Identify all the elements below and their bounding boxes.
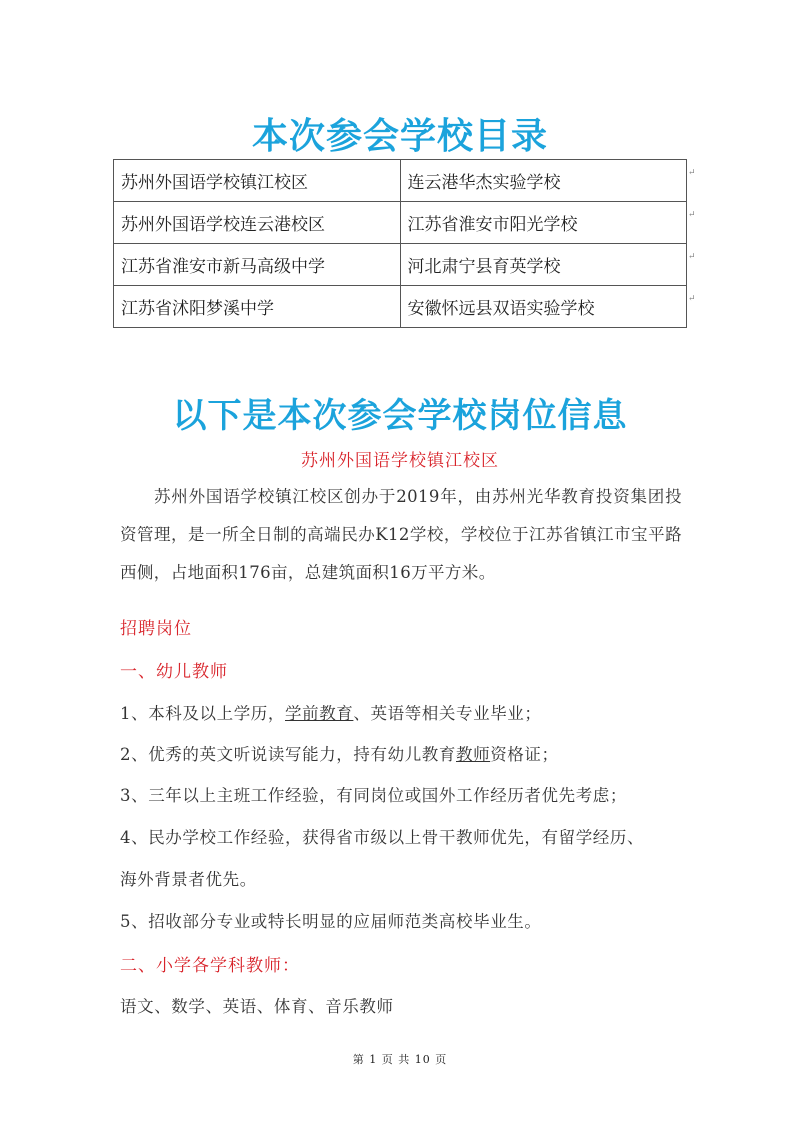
recruit-heading: 招聘岗位 [120,619,192,639]
requirement-item [120,741,559,765]
requirement-item: 4、民办学校工作经验，获得省市级以上骨干教师优先，有留学经历、 [120,828,645,847]
table-row [114,202,687,244]
row-end-mark: ↵ [688,210,696,220]
table-cell: 江苏省淮安市阳光学校 [400,202,687,244]
requirement-item: 3、三年以上主班工作经验，有同岗位或国外工作经历者优先考虑； [120,786,627,805]
underlined-term: 学前教育 [285,704,354,723]
school-name-heading: 苏州外国语学校镇江校区 [301,451,499,471]
requirement-text: 、英语等相关专业毕业； [353,704,542,723]
section-heading: 二、小学各学科教师： [120,956,300,976]
table-cell: 河北肃宁县育英学校 [400,244,687,286]
directory-title: 本次参会学校目录 [251,116,548,157]
page-footer: 第 1 页 共 10 页 [352,1053,448,1066]
school-intro-paragraph: 苏州外国语学校镇江校区创办于2019年，由苏州光华教育投资集团投资管理，是一所全日制的高端民办K12学校，学校位于江苏省镇江市宝平路西侧，占地面积176亩，总建筑面积16万平方米。 [120,487,682,582]
school-directory-table [113,159,687,328]
requirement-text: 2、优秀的英文听说读写能力，持有幼儿教育 [120,745,456,764]
requirement-item [120,700,542,724]
row-end-mark: ↵ [688,252,696,262]
table-cell: 江苏省淮安市新马高级中学 [114,244,401,286]
table-cell: 连云港华杰实验学校 [400,160,687,202]
table-row [114,286,687,328]
table-row [114,160,687,202]
row-end-mark: ↵ [688,294,696,304]
subjects-line: 语文、数学、英语、体育、音乐教师 [120,997,394,1016]
row-end-mark: ↵ [688,168,696,178]
requirement-text: 1、本科及以上学历， [120,704,285,723]
requirement-item: 5、招收部分专业或特长明显的应届师范类高校毕业生。 [120,912,542,931]
table-cell: 安徽怀远县双语实验学校 [400,286,687,328]
requirement-text: 资格证； [490,745,559,764]
positions-title: 以下是本次参会学校岗位信息 [172,396,628,436]
underlined-term: 教师 [456,745,491,764]
table-cell: 江苏省沭阳梦溪中学 [114,286,401,328]
table-cell: 苏州外国语学校连云港校区 [114,202,401,244]
requirement-item-continued: 海外背景者优先。 [120,870,257,889]
section-heading: 一、幼儿教师 [120,662,228,682]
table-cell: 苏州外国语学校镇江校区 [114,160,401,202]
table-row [114,244,687,286]
